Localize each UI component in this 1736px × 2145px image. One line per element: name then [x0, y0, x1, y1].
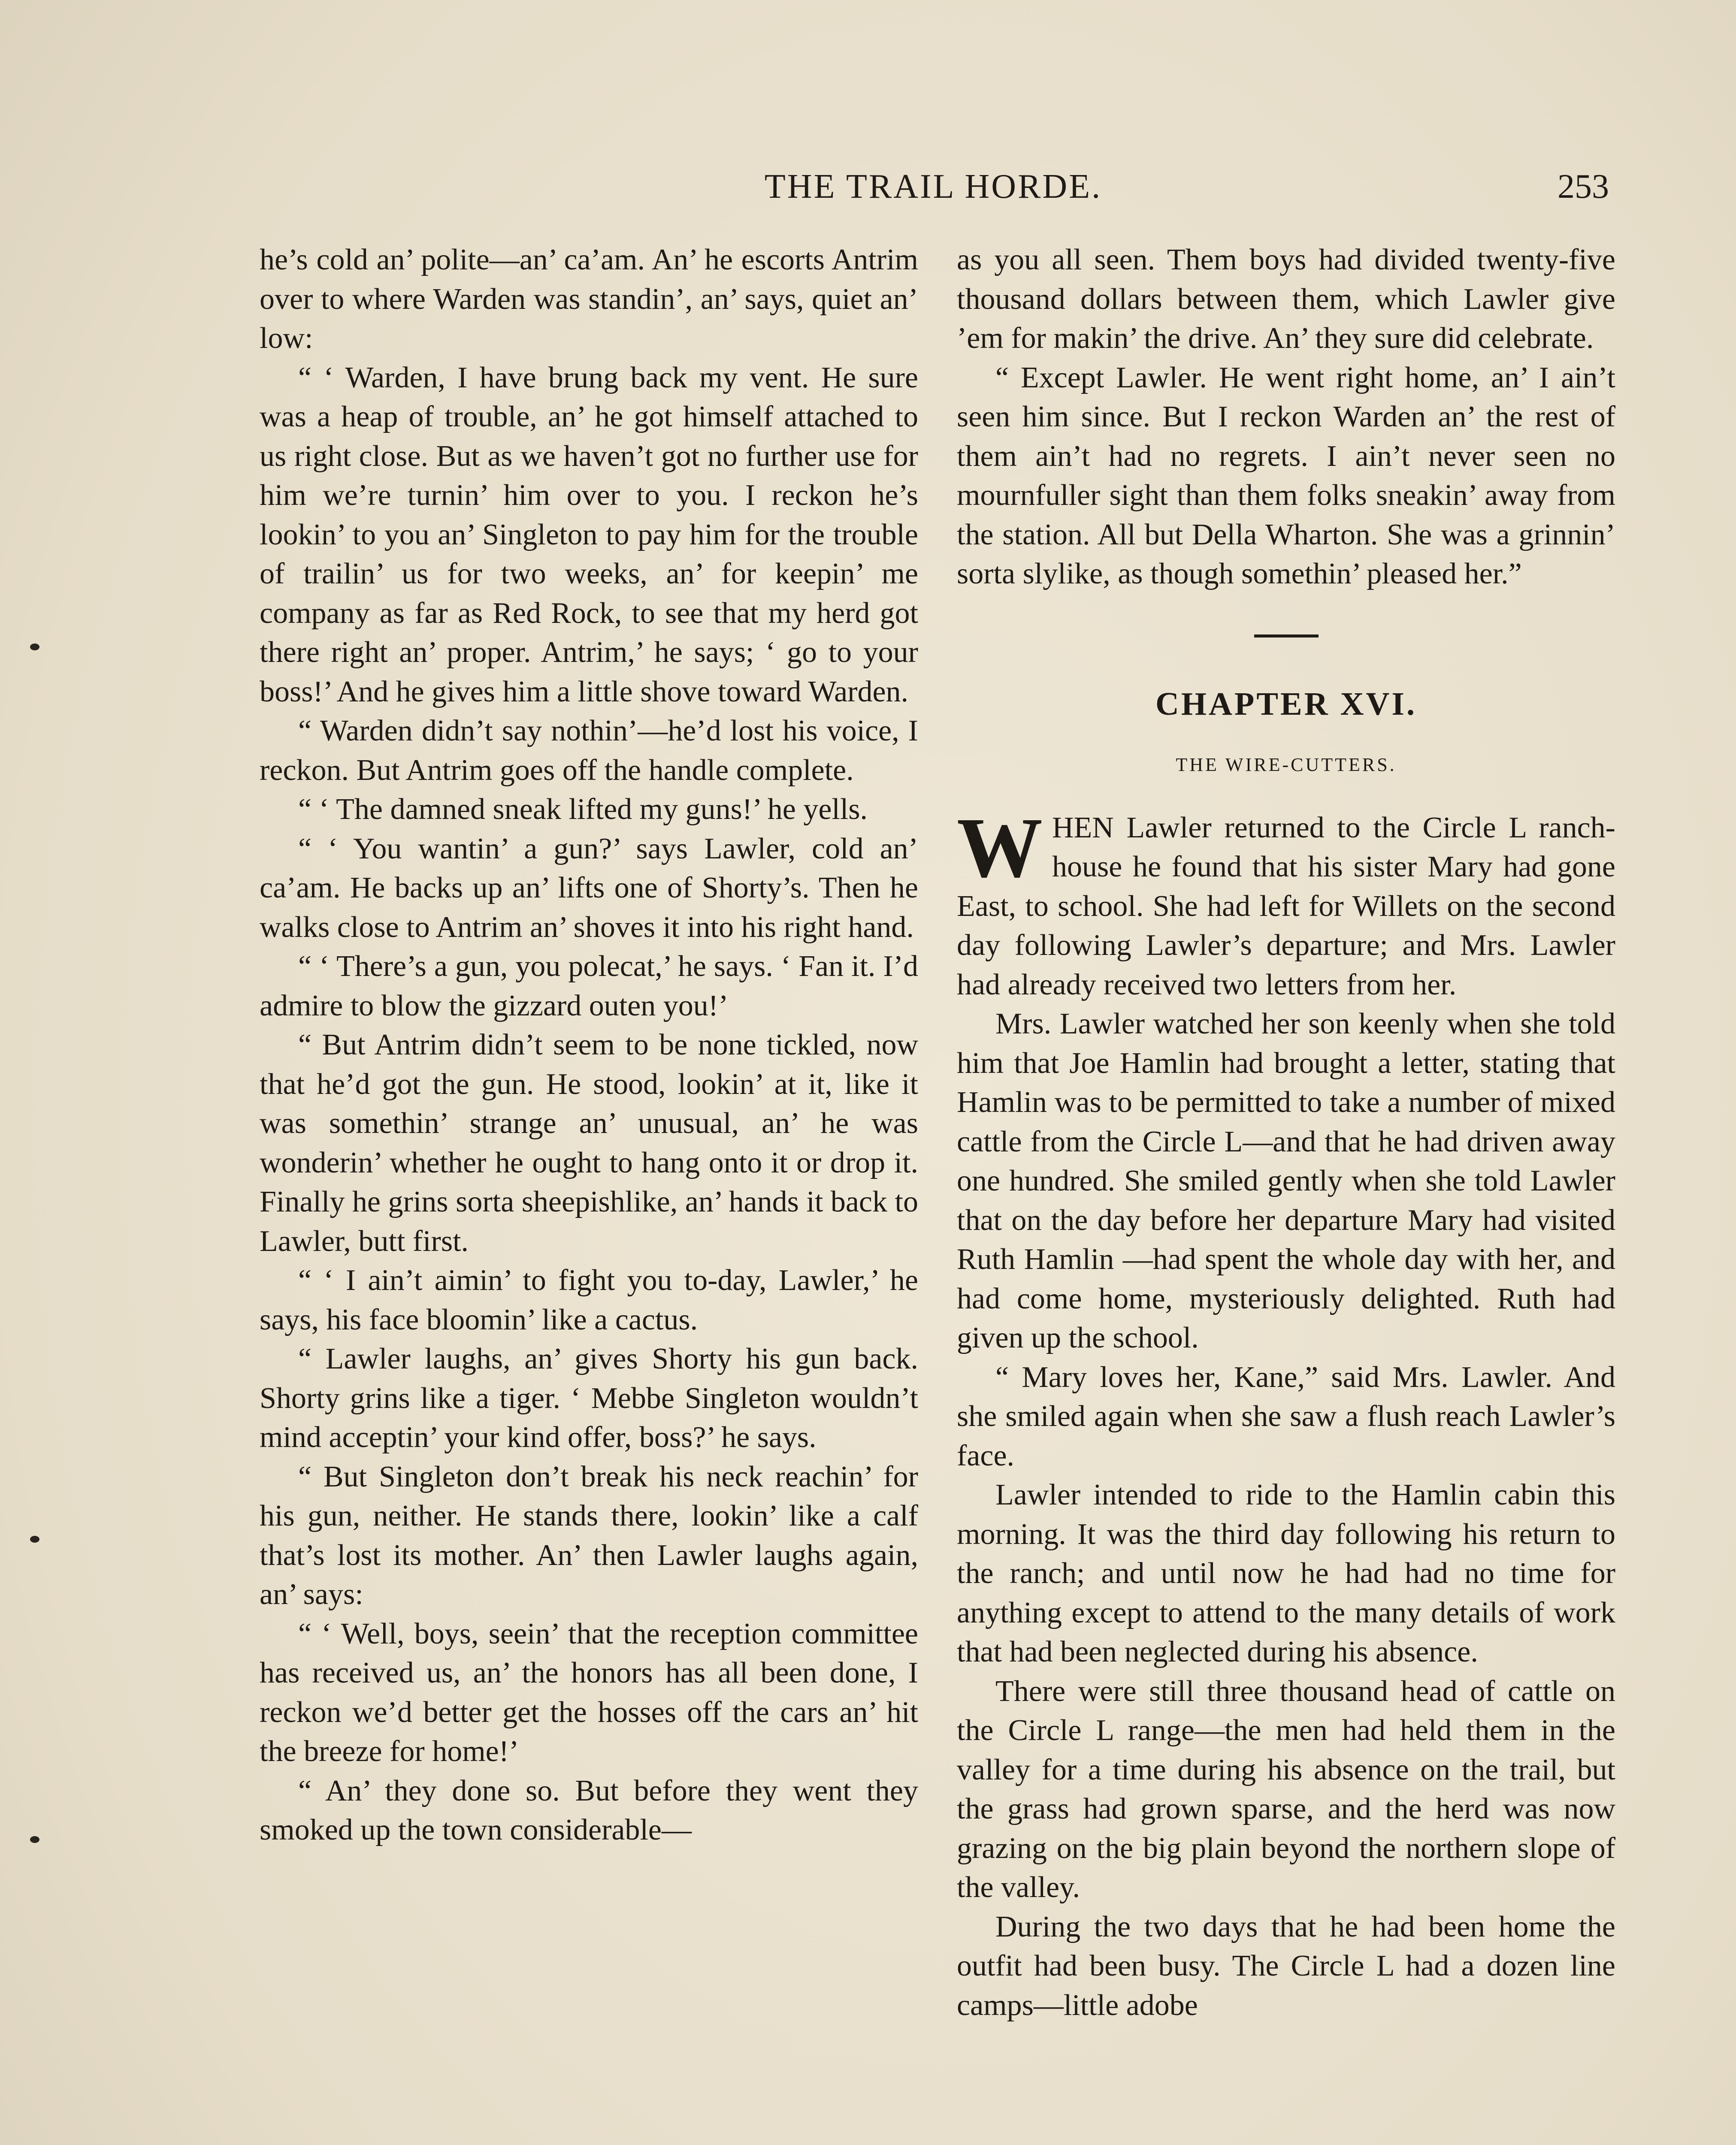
- paragraph: “ ‘ There’s a gun, you polecat,’ he says. ‘ Fan it. I’d admire to blow the gizzard outen you!’: [260, 950, 918, 1022]
- paragraph: Lawler intended to ride to the Hamlin cabin this morning. It was the third day following his return to the ranch; and until now he had had no time for anything except to attend to the many details of work that had been neglected during his absence.: [957, 1478, 1615, 1668]
- page-number: 253: [1558, 168, 1609, 205]
- left-column: [260, 240, 918, 1850]
- paragraph: During the two days that he had been home the outfit had been busy. The Circle L had a dozen line camps—little adobe: [957, 1910, 1615, 2022]
- paragraph: “ Lawler laughs, an’ gives Shorty his gun back. Shorty grins like a tiger. ‘ Mebbe Singleton wouldn’t mind acceptin’ your kind offer, boss?’ he says.: [260, 1342, 918, 1454]
- page-header: [257, 167, 1609, 219]
- paragraph: “ ‘ You wantin’ a gun?’ says Lawler, cold an’ ca’am. He backs up an’ lifts one of Shorty’s. Then he walks close to Antrim an’ shoves it into his right hand.: [260, 832, 918, 944]
- section-divider: [1254, 634, 1319, 637]
- running-title: THE TRAIL HORDE.: [764, 168, 1102, 205]
- paragraph: he’s cold an’ polite—an’ ca’am. An’ he escorts Antrim over to where Warden was standin’, an’ says, quiet an’ low:: [260, 243, 918, 355]
- right-column: [957, 240, 1615, 2025]
- paragraph: “ Warden didn’t say nothin’—he’d lost his voice, I reckon. But Antrim goes off the handle complete.: [260, 714, 918, 787]
- paragraph: “ ‘ Well, boys, seein’ that the reception committee has received us, an’ the honors has all been done, I reckon we’d better get the hosses off the cars an’ hit the breeze for home!’: [260, 1617, 918, 1768]
- margin-mark: [30, 1536, 39, 1543]
- chapter-opening: [957, 800, 1615, 1005]
- paragraph: “ ‘ Warden, I have brung back my vent. He sure was a heap of trouble, an’ he got himself attached to us right close. But as we haven’t got no further use for him we’re turnin’ him over to you. I reckon he’s lookin’ to you an’ Singleton to pay him for the trouble of trailin’ us for two weeks, an’ for keepin’ me company as far as Red Rock, to see that my herd got there right an’ proper. Antrim,’ he says; ‘ go to your boss!’ And he gives him a little shove toward Warden.: [260, 361, 918, 708]
- paragraph: “ ‘ The damned sneak lifted my guns!’ he yells.: [298, 793, 868, 826]
- chapter-title: CHAPTER XVI.: [1155, 686, 1417, 722]
- paragraph: There were still three thousand head of cattle on the Circle L range—the men had held them in the valley for a time during his absence on the trail, but the grass had grown sparse, and the herd was now grazing on the big plain beyond the northern slope of the valley.: [957, 1674, 1615, 1904]
- margin-mark: [30, 1836, 39, 1843]
- paragraph: as you all seen. Them boys had divided twenty-five thousand dollars between them, which Lawler give ’em for makin’ the drive. An’ they sure did celebrate.: [957, 243, 1615, 355]
- drop-cap: W: [957, 800, 1043, 895]
- paragraph: Mrs. Lawler watched her son keenly when she told him that Joe Hamlin had brought a letter, stating that Hamlin was to be permitted to take a number of mixed cattle from the Circle L—and that he had driven away one hundred. She smiled gently when she told Lawler that on the day before her departure Mary had visited Ruth Hamlin —had spent the whole day with her, and had come home, mysteriously delighted. Ruth had given up the school.: [957, 1007, 1615, 1354]
- paragraph: “ But Antrim didn’t seem to be none tickled, now that he’d got the gun. He stood, lookin’ at it, like it was somethin’ strange an’ unusual, an’ he was wonderin’ whether he ought to hang onto it or drop it. Finally he grins sorta sheepishlike, an’ hands it back to Lawler, butt first.: [260, 1028, 918, 1258]
- paragraph: “ Except Lawler. He went right home, an’ I ain’t seen him since. But I reckon Warden an’ the rest of them ain’t had no regrets. I ain’t never seen no mournfuller sight than them folks sneakin’ away from the station. All but Della Wharton. She was a grinnin’ sorta slylike, as though somethin’ pleased her.”: [957, 361, 1615, 590]
- paragraph: “ But Singleton don’t break his neck reachin’ for his gun, neither. He stands there, lookin’ like a calf that’s lost its mother. An’ then Lawler laughs again, an’ says:: [260, 1460, 918, 1611]
- chapter-subtitle: THE WIRE-CUTTERS.: [1176, 754, 1397, 775]
- paragraph: “ An’ they done so. But before they went they smoked up the town considerable—: [260, 1774, 918, 1846]
- opening-text: HEN Lawler returned to the Circle L ranch-house he found that his sister Mary had gone East, to school. She had left for Willets on the second day following Lawler’s departure; and Mrs. Lawler had already received two letters from her.: [957, 811, 1615, 1001]
- paragraph: “ Mary loves her, Kane,” said Mrs. Lawler. And she smiled again when she saw a flush reach Lawler’s face.: [957, 1360, 1615, 1472]
- margin-mark: [30, 644, 39, 650]
- paragraph: “ ‘ I ain’t aimin’ to fight you to-day, Lawler,’ he says, his face bloomin’ like a cactus.: [260, 1264, 918, 1336]
